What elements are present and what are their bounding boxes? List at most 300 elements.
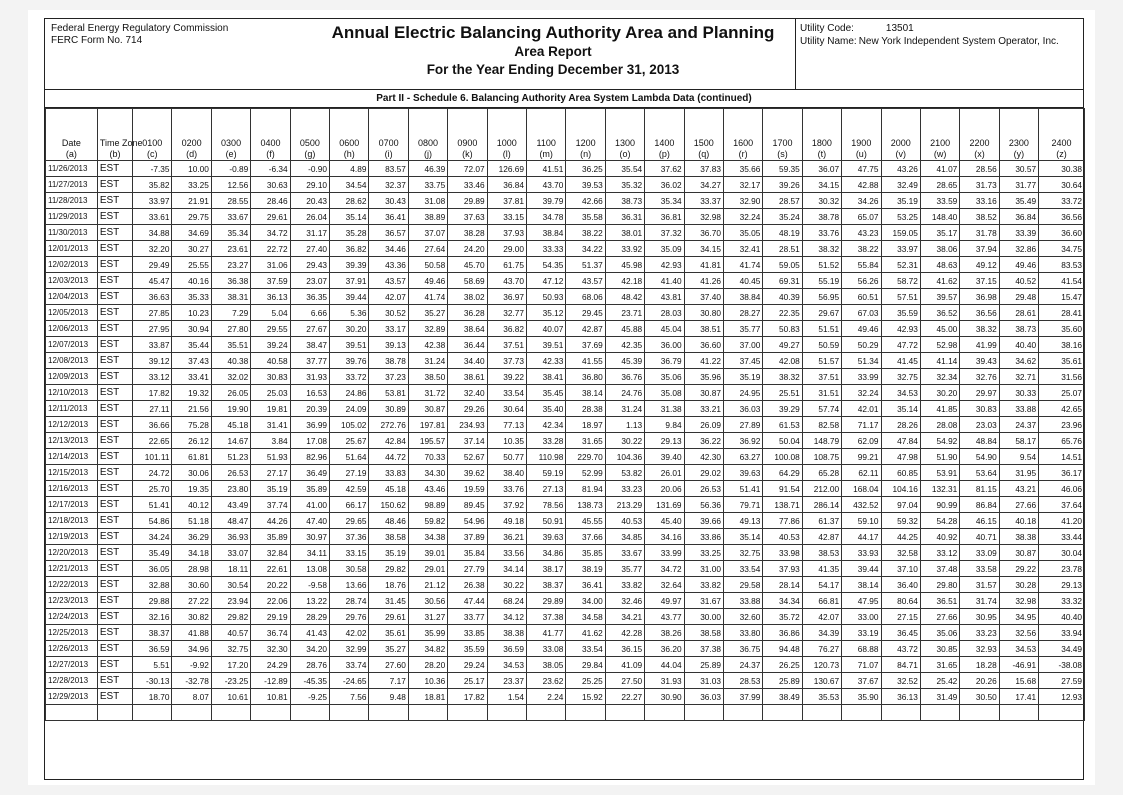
- lambda-value-cell: 34.00: [566, 593, 605, 609]
- lambda-value-cell: 33.23: [960, 625, 999, 641]
- table-row: [46, 289, 1085, 305]
- lambda-value-cell: 36.03: [684, 689, 723, 705]
- lambda-value-cell: 29.67: [802, 305, 841, 321]
- lambda-value-cell: 40.45: [723, 273, 762, 289]
- timezone-cell: EST: [97, 385, 132, 401]
- lambda-value-cell: -6.34: [251, 161, 290, 177]
- lambda-value-cell: 29.24: [448, 657, 487, 673]
- column-header-label: Date: [61, 138, 81, 148]
- lambda-value-cell: 29.61: [251, 209, 290, 225]
- lambda-value-cell: 40.71: [960, 529, 999, 545]
- date-cell: 12/18/2013: [46, 513, 98, 529]
- lambda-value-cell: 16.53: [290, 385, 329, 401]
- lambda-value-cell: 38.64: [448, 321, 487, 337]
- empty-cell: [645, 705, 684, 721]
- lambda-value-cell: 31.24: [605, 401, 644, 417]
- empty-cell: [802, 705, 841, 721]
- lambda-value-cell: 78.56: [527, 497, 566, 513]
- lambda-value-cell: 22.61: [251, 561, 290, 577]
- lambda-value-cell: 36.59: [487, 641, 526, 657]
- lambda-value-cell: 40.40: [1039, 609, 1085, 625]
- lambda-value-cell: 25.55: [172, 257, 211, 273]
- lambda-value-cell: 33.67: [211, 209, 250, 225]
- lambda-value-cell: 34.18: [172, 545, 211, 561]
- lambda-value-cell: 97.04: [881, 497, 920, 513]
- lambda-value-cell: 27.66: [999, 497, 1038, 513]
- form-header: [45, 19, 1083, 90]
- lambda-value-cell: 29.82: [211, 609, 250, 625]
- lambda-value-cell: 34.11: [290, 545, 329, 561]
- column-header: [251, 109, 290, 161]
- lambda-value-cell: 81.94: [566, 481, 605, 497]
- column-header: [723, 109, 762, 161]
- lambda-value-cell: 49.12: [960, 257, 999, 273]
- lambda-value-cell: 30.22: [487, 577, 526, 593]
- lambda-value-cell: 34.49: [1039, 641, 1085, 657]
- lambda-value-cell: 32.88: [133, 577, 172, 593]
- date-cell: 12/09/2013: [46, 369, 98, 385]
- lambda-value-cell: 33.58: [960, 561, 999, 577]
- lambda-value-cell: 42.08: [763, 353, 802, 369]
- lambda-value-cell: 10.61: [211, 689, 250, 705]
- lambda-value-cell: -38.08: [1039, 657, 1085, 673]
- date-cell: 12/03/2013: [46, 273, 98, 289]
- timezone-cell: EST: [97, 497, 132, 513]
- lambda-value-cell: 32.34: [920, 369, 959, 385]
- lambda-value-cell: 32.60: [723, 609, 762, 625]
- column-header: [960, 109, 999, 161]
- lambda-value-cell: 35.19: [251, 481, 290, 497]
- lambda-value-cell: 32.84: [251, 545, 290, 561]
- lambda-value-cell: 38.19: [566, 561, 605, 577]
- lambda-value-cell: 29.58: [723, 577, 762, 593]
- lambda-value-cell: 13.08: [290, 561, 329, 577]
- lambda-value-cell: 35.28: [330, 225, 369, 241]
- lambda-value-cell: 79.71: [723, 497, 762, 513]
- lambda-value-cell: 31.77: [999, 177, 1038, 193]
- lambda-value-cell: 54.35: [527, 257, 566, 273]
- lambda-value-cell: 36.63: [133, 289, 172, 305]
- column-header-code: (a): [65, 149, 77, 159]
- lambda-value-cell: 30.43: [369, 193, 408, 209]
- lambda-value-cell: 47.72: [881, 337, 920, 353]
- column-header-code: (j): [424, 149, 433, 159]
- lambda-value-cell: 32.24: [723, 209, 762, 225]
- lambda-value-cell: 42.84: [369, 433, 408, 449]
- lambda-value-cell: 12.93: [1039, 689, 1085, 705]
- lambda-value-cell: 46.06: [1039, 481, 1085, 497]
- lambda-value-cell: 33.94: [1039, 625, 1085, 641]
- lambda-value-cell: 33.56: [487, 545, 526, 561]
- column-header-code: (x): [974, 149, 985, 159]
- lambda-value-cell: 17.08: [290, 433, 329, 449]
- lambda-value-cell: 19.35: [172, 481, 211, 497]
- lambda-value-cell: 30.94: [172, 321, 211, 337]
- lambda-value-cell: 36.20: [645, 641, 684, 657]
- lambda-value-cell: 51.57: [802, 353, 841, 369]
- timezone-cell: EST: [97, 593, 132, 609]
- lambda-value-cell: 41.40: [645, 273, 684, 289]
- lambda-value-cell: 56.26: [842, 273, 881, 289]
- lambda-value-cell: -9.25: [290, 689, 329, 705]
- date-cell: 12/16/2013: [46, 481, 98, 497]
- lambda-value-cell: 40.12: [172, 497, 211, 513]
- lambda-value-cell: 26.12: [172, 433, 211, 449]
- lambda-value-cell: 41.51: [527, 161, 566, 177]
- table-row: [46, 225, 1085, 241]
- lambda-value-cell: 34.82: [408, 641, 447, 657]
- lambda-value-cell: 33.28: [527, 433, 566, 449]
- lambda-value-cell: 36.56: [960, 305, 999, 321]
- lambda-value-cell: 27.50: [605, 673, 644, 689]
- lambda-value-cell: 30.33: [999, 385, 1038, 401]
- lambda-value-cell: 35.89: [251, 529, 290, 545]
- lambda-value-cell: 33.00: [842, 609, 881, 625]
- lambda-value-cell: 38.38: [999, 529, 1038, 545]
- column-header: [487, 109, 526, 161]
- empty-cell: [46, 705, 98, 721]
- lambda-value-cell: 32.37: [369, 177, 408, 193]
- lambda-value-cell: 94.48: [763, 641, 802, 657]
- column-header: [802, 109, 841, 161]
- lambda-value-cell: 61.37: [802, 513, 841, 529]
- column-header-code: (r): [738, 149, 748, 159]
- table-row: [46, 593, 1085, 609]
- lambda-value-cell: 18.97: [566, 417, 605, 433]
- lambda-value-cell: 32.02: [211, 369, 250, 385]
- lambda-value-cell: 24.29: [251, 657, 290, 673]
- table-row: [46, 417, 1085, 433]
- timezone-cell: EST: [97, 449, 132, 465]
- lambda-value-cell: 29.43: [290, 257, 329, 273]
- lambda-value-cell: 36.15: [605, 641, 644, 657]
- empty-cell: [448, 705, 487, 721]
- lambda-value-cell: 29.49: [133, 257, 172, 273]
- lambda-value-cell: 36.49: [290, 465, 329, 481]
- lambda-value-cell: 40.16: [172, 273, 211, 289]
- lambda-value-cell: 3.84: [251, 433, 290, 449]
- lambda-value-cell: 38.02: [448, 289, 487, 305]
- table-header-row: [46, 109, 1085, 161]
- lambda-value-cell: 33.33: [527, 241, 566, 257]
- lambda-value-cell: 24.76: [605, 385, 644, 401]
- lambda-value-cell: 52.31: [881, 257, 920, 273]
- lambda-value-cell: 42.93: [881, 321, 920, 337]
- lambda-value-cell: 41.62: [920, 273, 959, 289]
- lambda-value-cell: 43.77: [645, 609, 684, 625]
- timezone-cell: EST: [97, 401, 132, 417]
- lambda-value-cell: 35.96: [684, 369, 723, 385]
- table-row: [46, 321, 1085, 337]
- lambda-value-cell: -32.78: [172, 673, 211, 689]
- date-cell: 11/29/2013: [46, 209, 98, 225]
- lambda-value-cell: 41.74: [408, 289, 447, 305]
- report-title-line1: Annual Electric Balancing Authority Area and Planning: [331, 23, 775, 42]
- column-header-label: 1400: [654, 138, 675, 148]
- agency-block: [51, 23, 228, 47]
- table-row: [46, 529, 1085, 545]
- lambda-value-cell: 45.98: [605, 257, 644, 273]
- lambda-value-cell: 28.27: [723, 305, 762, 321]
- lambda-value-cell: 38.40: [487, 465, 526, 481]
- utility-info-block: [795, 19, 1085, 89]
- lambda-value-cell: 34.96: [172, 641, 211, 657]
- date-cell: 12/01/2013: [46, 241, 98, 257]
- lambda-value-cell: 99.21: [842, 449, 881, 465]
- lambda-value-cell: 23.03: [960, 417, 999, 433]
- column-header-code: (t): [817, 149, 827, 159]
- lambda-value-cell: 36.60: [684, 337, 723, 353]
- lambda-value-cell: 75.28: [172, 417, 211, 433]
- lambda-value-cell: 39.62: [448, 465, 487, 481]
- lambda-value-cell: 57.51: [881, 289, 920, 305]
- lambda-value-cell: 33.76: [802, 225, 841, 241]
- lambda-value-cell: 77.13: [487, 417, 526, 433]
- lambda-value-cell: 30.58: [330, 561, 369, 577]
- lambda-value-cell: 36.29: [172, 529, 211, 545]
- lambda-value-cell: 23.61: [211, 241, 250, 257]
- lambda-value-cell: 31.72: [408, 385, 447, 401]
- column-header: [46, 109, 98, 161]
- lambda-value-cell: 33.12: [920, 545, 959, 561]
- lambda-value-cell: 30.64: [1039, 177, 1085, 193]
- lambda-value-cell: 34.86: [527, 545, 566, 561]
- lambda-value-cell: 29.13: [645, 433, 684, 449]
- timezone-cell: EST: [97, 657, 132, 673]
- lambda-value-cell: 68.88: [842, 641, 881, 657]
- lambda-value-cell: 28.57: [763, 193, 802, 209]
- empty-cell: [527, 705, 566, 721]
- date-cell: 12/17/2013: [46, 497, 98, 513]
- column-header-label: 0500: [299, 138, 320, 148]
- lambda-value-cell: 38.32: [763, 369, 802, 385]
- date-cell: 12/25/2013: [46, 625, 98, 641]
- lambda-value-cell: 27.13: [527, 481, 566, 497]
- lambda-value-cell: 36.13: [881, 689, 920, 705]
- lambda-value-cell: 37.99: [723, 689, 762, 705]
- lambda-value-cell: 23.94: [211, 593, 250, 609]
- lambda-value-cell: 30.52: [369, 305, 408, 321]
- table-row: [46, 481, 1085, 497]
- lambda-value-cell: 32.98: [999, 593, 1038, 609]
- lambda-value-cell: 48.46: [369, 513, 408, 529]
- lambda-value-cell: 25.17: [448, 673, 487, 689]
- table-row: [46, 449, 1085, 465]
- lambda-value-cell: 31.27: [408, 609, 447, 625]
- table-row: [46, 193, 1085, 209]
- lambda-value-cell: 41.00: [290, 497, 329, 513]
- lambda-value-cell: 63.27: [723, 449, 762, 465]
- lambda-value-cell: 37.59: [251, 273, 290, 289]
- lambda-value-cell: 42.65: [1039, 401, 1085, 417]
- date-cell: 12/26/2013: [46, 641, 98, 657]
- lambda-value-cell: 44.26: [251, 513, 290, 529]
- column-header: [684, 109, 723, 161]
- lambda-value-cell: 40.58: [251, 353, 290, 369]
- lambda-value-cell: 37.91: [330, 273, 369, 289]
- lambda-value-cell: 36.35: [290, 289, 329, 305]
- lambda-value-cell: 37.89: [448, 529, 487, 545]
- lambda-value-cell: 33.77: [448, 609, 487, 625]
- lambda-value-cell: -7.35: [133, 161, 172, 177]
- lambda-value-cell: 34.40: [448, 353, 487, 369]
- lambda-value-cell: 32.30: [251, 641, 290, 657]
- lambda-value-cell: 36.70: [684, 225, 723, 241]
- lambda-value-cell: 38.16: [1039, 337, 1085, 353]
- lambda-value-cell: 35.19: [723, 369, 762, 385]
- lambda-value-cell: 26.05: [211, 385, 250, 401]
- lambda-value-cell: 21.12: [408, 577, 447, 593]
- lambda-value-cell: 41.22: [684, 353, 723, 369]
- date-cell: 12/19/2013: [46, 529, 98, 545]
- lambda-value-cell: 43.70: [527, 177, 566, 193]
- lambda-value-cell: 37.51: [487, 337, 526, 353]
- lambda-value-cell: 58.69: [448, 273, 487, 289]
- lambda-value-cell: 28.29: [290, 609, 329, 625]
- lambda-value-cell: 83.57: [369, 161, 408, 177]
- lambda-value-cell: 27.89: [723, 417, 762, 433]
- lambda-value-cell: 65.28: [802, 465, 841, 481]
- lambda-value-cell: 30.57: [999, 161, 1038, 177]
- lambda-value-cell: 29.01: [408, 561, 447, 577]
- lambda-value-cell: 29.89: [527, 593, 566, 609]
- lambda-value-cell: 68.24: [487, 593, 526, 609]
- empty-cell: [211, 705, 250, 721]
- lambda-value-cell: 35.27: [408, 305, 447, 321]
- lambda-value-cell: 28.41: [1039, 305, 1085, 321]
- lambda-value-cell: 38.58: [369, 529, 408, 545]
- lambda-value-cell: 34.21: [605, 609, 644, 625]
- lambda-value-cell: 34.27: [684, 177, 723, 193]
- lambda-value-cell: 33.19: [842, 625, 881, 641]
- lambda-value-cell: 23.07: [290, 273, 329, 289]
- lambda-value-cell: 30.04: [1039, 545, 1085, 561]
- lambda-value-cell: 98.89: [408, 497, 447, 513]
- lambda-value-cell: 31.78: [960, 225, 999, 241]
- lambda-value-cell: 31.57: [960, 577, 999, 593]
- lambda-value-cell: 83.53: [1039, 257, 1085, 273]
- lambda-value-cell: 31.24: [408, 353, 447, 369]
- lambda-value-cell: 35.06: [645, 369, 684, 385]
- lambda-value-cell: 41.35: [802, 561, 841, 577]
- lambda-value-cell: 51.34: [842, 353, 881, 369]
- lambda-data-table: [45, 108, 1085, 721]
- lambda-value-cell: 39.13: [369, 337, 408, 353]
- lambda-value-cell: 37.48: [920, 561, 959, 577]
- lambda-value-cell: 50.59: [802, 337, 841, 353]
- lambda-value-cell: 68.06: [566, 289, 605, 305]
- lambda-value-cell: 31.49: [920, 689, 959, 705]
- lambda-value-cell: 31.95: [999, 465, 1038, 481]
- table-row: [46, 353, 1085, 369]
- lambda-value-cell: 20.39: [290, 401, 329, 417]
- lambda-value-cell: 148.40: [920, 209, 959, 225]
- lambda-value-cell: 32.17: [723, 177, 762, 193]
- lambda-value-cell: 41.62: [566, 625, 605, 641]
- lambda-value-cell: 32.49: [881, 177, 920, 193]
- lambda-value-cell: 32.52: [881, 673, 920, 689]
- lambda-value-cell: 30.90: [645, 689, 684, 705]
- lambda-value-cell: 42.88: [842, 177, 881, 193]
- lambda-value-cell: 36.05: [133, 561, 172, 577]
- lambda-value-cell: 37.77: [290, 353, 329, 369]
- lambda-value-cell: 30.85: [920, 641, 959, 657]
- lambda-value-cell: 53.64: [960, 465, 999, 481]
- lambda-value-cell: 38.37: [527, 577, 566, 593]
- lambda-value-cell: 10.36: [408, 673, 447, 689]
- lambda-value-cell: 50.04: [763, 433, 802, 449]
- lambda-value-cell: 37.10: [881, 561, 920, 577]
- lambda-value-cell: 25.67: [330, 433, 369, 449]
- empty-cell: [999, 705, 1038, 721]
- date-cell: 12/20/2013: [46, 545, 98, 561]
- lambda-value-cell: 34.46: [369, 241, 408, 257]
- lambda-value-cell: 28.65: [920, 177, 959, 193]
- lambda-value-cell: 42.87: [566, 321, 605, 337]
- lambda-value-cell: 35.58: [566, 209, 605, 225]
- lambda-value-cell: 82.96: [290, 449, 329, 465]
- lambda-value-cell: 33.15: [487, 209, 526, 225]
- lambda-value-cell: 29.26: [448, 401, 487, 417]
- lambda-value-cell: 286.14: [802, 497, 841, 513]
- lambda-value-cell: 41.55: [566, 353, 605, 369]
- lambda-value-cell: 36.84: [999, 209, 1038, 225]
- lambda-value-cell: 45.70: [448, 257, 487, 273]
- lambda-value-cell: 33.99: [645, 545, 684, 561]
- lambda-value-cell: 32.99: [330, 641, 369, 657]
- lambda-value-cell: 71.07: [842, 657, 881, 673]
- lambda-value-cell: 7.17: [369, 673, 408, 689]
- lambda-value-cell: 45.04: [645, 321, 684, 337]
- lambda-value-cell: 32.41: [723, 241, 762, 257]
- lambda-value-cell: 36.84: [487, 177, 526, 193]
- lambda-value-cell: 19.81: [251, 401, 290, 417]
- date-cell: 11/30/2013: [46, 225, 98, 241]
- column-header-label: 1600: [733, 138, 754, 148]
- lambda-value-cell: 47.40: [290, 513, 329, 529]
- lambda-value-cell: 39.29: [763, 401, 802, 417]
- lambda-value-cell: 40.07: [527, 321, 566, 337]
- lambda-value-cell: 45.47: [133, 273, 172, 289]
- lambda-value-cell: 30.00: [684, 609, 723, 625]
- lambda-value-cell: 53.25: [881, 209, 920, 225]
- column-header-label: 2000: [890, 138, 911, 148]
- lambda-value-cell: 195.57: [408, 433, 447, 449]
- column-header-label: 1500: [693, 138, 714, 148]
- lambda-value-cell: 101.11: [133, 449, 172, 465]
- table-row: [46, 625, 1085, 641]
- lambda-value-cell: 38.73: [999, 321, 1038, 337]
- column-header-code: (b): [109, 149, 121, 159]
- table-row: [46, 577, 1085, 593]
- lambda-value-cell: 27.80: [211, 321, 250, 337]
- lambda-value-cell: 33.76: [487, 481, 526, 497]
- lambda-value-cell: 38.47: [290, 337, 329, 353]
- lambda-value-cell: 42.18: [605, 273, 644, 289]
- lambda-value-cell: -12.89: [251, 673, 290, 689]
- lambda-value-cell: 37.93: [487, 225, 526, 241]
- timezone-cell: EST: [97, 241, 132, 257]
- lambda-value-cell: 52.99: [566, 465, 605, 481]
- lambda-value-cell: 37.38: [527, 609, 566, 625]
- lambda-value-cell: 70.33: [408, 449, 447, 465]
- lambda-value-cell: 212.00: [802, 481, 841, 497]
- lambda-value-cell: 54.96: [448, 513, 487, 529]
- lambda-value-cell: 39.01: [408, 545, 447, 561]
- lambda-value-cell: 36.66: [133, 417, 172, 433]
- lambda-value-cell: 59.35: [763, 161, 802, 177]
- lambda-value-cell: 27.11: [133, 401, 172, 417]
